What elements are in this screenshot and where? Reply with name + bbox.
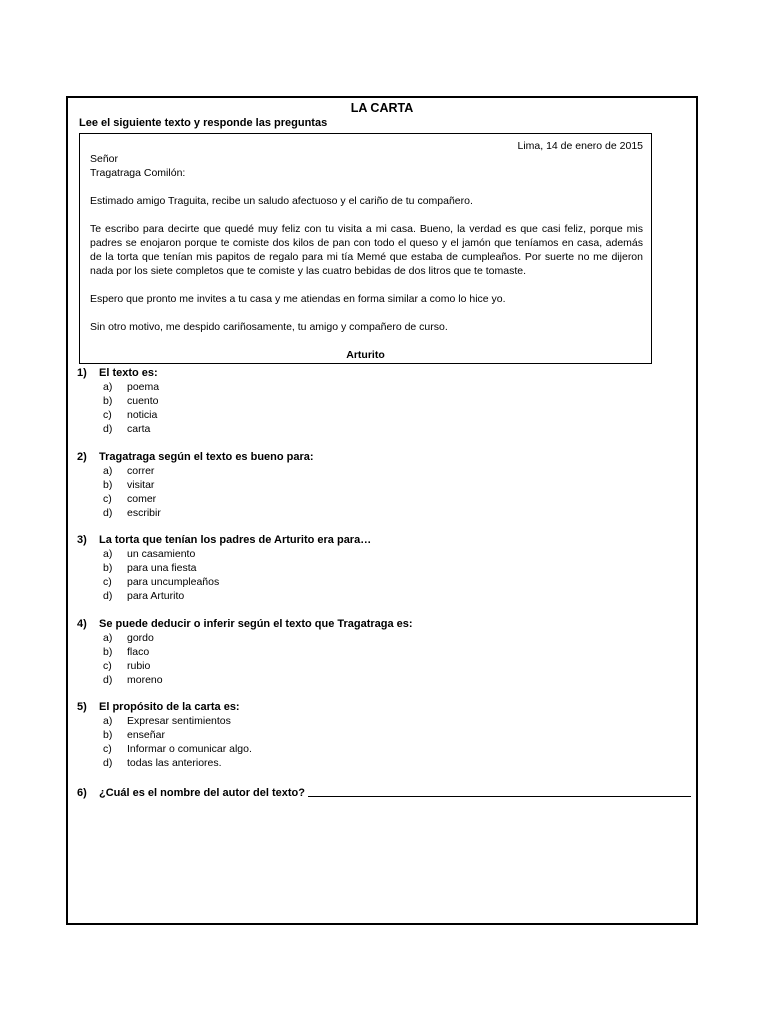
answer-option[interactable]: c) comer — [103, 493, 157, 505]
question-2 — [77, 450, 314, 520]
letter-body-paragraph-2: Espero que pronto me invites a tu casa y me atiendas en forma similar a como lo hice yo. — [90, 293, 506, 305]
question-number: 4) — [77, 618, 87, 630]
question-number: 1) — [77, 367, 87, 379]
answer-option[interactable]: b) visitar — [103, 479, 155, 491]
question-number: 3) — [77, 534, 87, 546]
answer-option[interactable]: b) flaco — [103, 646, 150, 658]
question-4 — [77, 617, 413, 687]
letter-closing: Sin otro motivo, me despido cariñosamente, tu amigo y compañero de curso. — [90, 321, 448, 333]
letter-date: Lima, 14 de enero de 2015 — [517, 140, 643, 152]
letter-recipient: Tragatraga Comilón: — [90, 167, 186, 179]
letter-salutation: Señor — [90, 153, 119, 165]
answer-option[interactable]: d) para Arturito — [103, 590, 185, 602]
question-text: Tragatraga según el texto es bueno para: — [99, 451, 314, 463]
answer-option[interactable]: b) para una fiesta — [103, 562, 197, 574]
answer-option[interactable]: a) correr — [103, 465, 155, 477]
letter-box — [79, 133, 652, 364]
question-text: El propósito de la carta es: — [99, 701, 240, 713]
letter-signature: Arturito — [346, 349, 385, 361]
worksheet-title: LA CARTA — [350, 101, 414, 115]
answer-option[interactable]: b) enseñar — [103, 729, 165, 741]
answer-option[interactable]: d) escribir — [103, 507, 161, 519]
question-1 — [77, 366, 159, 436]
answer-option[interactable]: a) gordo — [103, 632, 154, 644]
answer-option[interactable]: c) noticia — [103, 409, 158, 421]
answer-option[interactable]: d) carta — [103, 423, 151, 435]
question-text: La torta que tenían los padres de Arturito era para… — [99, 534, 372, 546]
letter-greeting: Estimado amigo Traguita, recibe un saludo afectuoso y el cariño de tu compañero. — [90, 195, 473, 207]
answer-option[interactable]: a) Expresar sentimientos — [103, 715, 231, 727]
question-number: 2) — [77, 451, 87, 463]
answer-blank-line[interactable] — [308, 786, 691, 797]
question-6 — [77, 786, 691, 800]
question-number: 6) — [77, 787, 87, 799]
question-number: 5) — [77, 701, 87, 713]
question-text: ¿Cuál es el nombre del autor del texto? — [99, 787, 305, 799]
answer-option[interactable]: a) poema — [103, 381, 160, 393]
question-3 — [77, 533, 371, 603]
answer-option[interactable]: c) Informar o comunicar algo. — [103, 743, 252, 755]
question-5 — [77, 700, 252, 770]
answer-option[interactable]: b) cuento — [103, 395, 159, 407]
worksheet-instruction: Lee el siguiente texto y responde las preguntas — [79, 117, 328, 129]
answer-option[interactable]: d) todas las anteriores. — [103, 757, 222, 769]
answer-option[interactable]: d) moreno — [103, 674, 163, 686]
answer-option[interactable]: c) para uncumpleaños — [103, 576, 220, 588]
letter-body-paragraph: Te escribo para decirte que quedé muy feliz con tu visita a mi casa. Bueno, la verdad es que casi feliz, porque mis padres se enojaron porque te comiste dos kilos de pan con todo el queso y el jamón que teníamos en casa, además de la torta que tenían mis papitos de regalo para mi tía Memé que estaba de cumpleaños. Por suerte no me dijeron nada por los siete completos que te comiste y las cuatro bebidas de dos litros que te tomaste. — [90, 223, 643, 277]
answer-option[interactable]: a) un casamiento — [103, 548, 196, 560]
question-text: El texto es: — [99, 367, 158, 379]
question-text: Se puede deducir o inferir según el texto que Tragatraga es: — [99, 618, 413, 630]
answer-option[interactable]: c) rubio — [103, 660, 151, 672]
